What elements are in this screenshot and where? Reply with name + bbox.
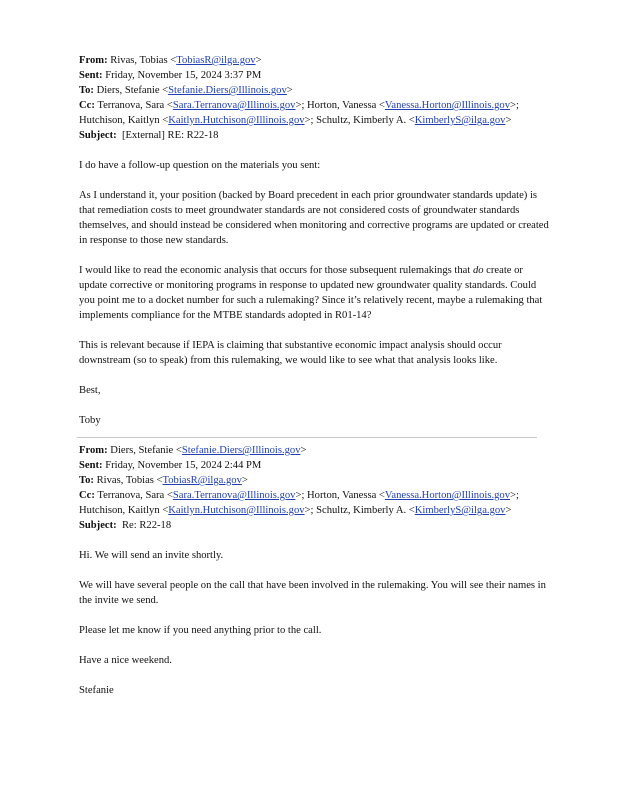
sent-label: Sent: <box>79 460 103 471</box>
from-line: From: Rivas, Tobias <TobiasR@ilga.gov> <box>79 55 262 66</box>
subject-label: Subject: <box>79 520 117 531</box>
from-line: From: Diers, Stefanie <Stefanie.Diers@Illinois.gov> <box>79 445 307 456</box>
cc-line: Cc: Terranova, Sara <Sara.Terranova@Illinois.gov>; Horton, Vanessa <Vanessa.Horton@Illinois.gov>; <box>79 490 519 501</box>
sent-date: Friday, November 15, 2024 3:37 PM <box>105 70 262 81</box>
cc-label: Cc: <box>79 100 95 111</box>
body-paragraph: Have a nice weekend. <box>79 655 172 666</box>
signature: Stefanie <box>79 685 114 696</box>
cc-email-link[interactable]: Vanessa.Horton@Illinois.gov <box>384 100 511 111</box>
from-label: From: <box>79 445 108 456</box>
cc-name: Hutchison, Kaitlyn < <box>79 115 169 126</box>
to-line: To: Rivas, Tobias <TobiasR@ilga.gov> <box>79 475 248 486</box>
cc-line: Cc: Terranova, Sara <Sara.Terranova@Illinois.gov>; Horton, Vanessa <Vanessa.Horton@Illinois.gov>; <box>79 100 519 111</box>
to-line: To: Diers, Stefanie <Stefanie.Diers@Illinois.gov> <box>79 85 293 96</box>
body-paragraph: This is relevant because if IEPA is claiming that substantive economic impact analysis should occur downstream (so to speak) from this rulemaking, we would like to see what that analysis looks like. <box>79 340 502 366</box>
cc-email-link[interactable]: Sara.Terranova@Illinois.gov <box>172 100 296 111</box>
cc-email-link[interactable]: KimberlyS@ilga.gov <box>414 115 506 126</box>
body-paragraph: I do have a follow-up question on the materials you sent: <box>79 160 321 171</box>
cc-line-continued: Hutchison, Kaitlyn <Kaitlyn.Hutchison@Illinois.gov>; Schultz, Kimberly A. <KimberlyS@ilga.gov> <box>79 115 512 126</box>
sent-line <box>79 458 549 473</box>
email-body-1 <box>79 158 549 428</box>
from-name: Diers, Stefanie < <box>110 445 182 456</box>
email-body-2 <box>79 548 549 698</box>
to-label: To: <box>79 475 94 486</box>
cc-name: >; Schultz, Kimberly A. < <box>304 115 415 126</box>
to-email-link[interactable]: Stefanie.Diers@Illinois.gov <box>168 85 287 96</box>
cc-email-link[interactable]: Kaitlyn.Hutchison@Illinois.gov <box>168 115 305 126</box>
from-name: Rivas, Tobias < <box>110 55 177 66</box>
email-header-1 <box>79 53 549 143</box>
body-paragraph: Please let me know if you need anything prior to the call. <box>79 625 322 636</box>
cc-email-link[interactable]: KimberlyS@ilga.gov <box>414 505 506 516</box>
from-email-link[interactable]: Stefanie.Diers@Illinois.gov <box>181 445 301 456</box>
cc-email-link[interactable]: Vanessa.Horton@Illinois.gov <box>384 490 511 501</box>
body-paragraph: Hi. We will send an invite shortly. <box>79 550 224 561</box>
cc-name: >; Horton, Vanessa < <box>295 490 385 501</box>
cc-name: Hutchison, Kaitlyn < <box>79 505 169 516</box>
subject-text: Re: R22-18 <box>121 520 172 531</box>
cc-name: Terranova, Sara < <box>97 100 173 111</box>
cc-name: >; Schultz, Kimberly A. < <box>304 505 415 516</box>
sent-line <box>79 68 549 83</box>
body-paragraph: We will have several people on the call that have been involved in the rulemaking. You will see their names in the invite we send. <box>79 580 546 606</box>
email-header-2 <box>79 443 549 533</box>
body-paragraph: I would like to read the economic analysis that occurs for those subsequent rulemakings that do create or update corrective or monitoring programs in response to updated new groundwater quality standards. Could you point me to a docket number for such a rulemaking? Since it’s relatively recent, maybe a rulemaking that implements compliance for the MTBE standards adopted in R01-14? <box>79 265 543 321</box>
subject-text: [External] RE: R22-18 <box>121 130 219 141</box>
from-label: From: <box>79 55 108 66</box>
subject-line <box>79 518 549 533</box>
message-divider <box>77 437 537 438</box>
to-name: Diers, Stefanie < <box>96 85 169 96</box>
cc-email-link[interactable]: Kaitlyn.Hutchison@Illinois.gov <box>168 505 305 516</box>
to-name: Rivas, Tobias < <box>96 475 163 486</box>
from-email-link[interactable]: TobiasR@ilga.gov <box>176 55 256 66</box>
cc-email-link[interactable]: Sara.Terranova@Illinois.gov <box>172 490 296 501</box>
to-email-link[interactable]: TobiasR@ilga.gov <box>162 475 242 486</box>
cc-label: Cc: <box>79 490 95 501</box>
cc-name: Terranova, Sara < <box>97 490 173 501</box>
signature: Toby <box>79 415 101 426</box>
sent-label: Sent: <box>79 70 103 81</box>
to-label: To: <box>79 85 94 96</box>
subject-line <box>79 128 549 143</box>
sent-date: Friday, November 15, 2024 2:44 PM <box>105 460 262 471</box>
email-document <box>79 53 549 698</box>
subject-label: Subject: <box>79 130 117 141</box>
cc-line-continued: Hutchison, Kaitlyn <Kaitlyn.Hutchison@Illinois.gov>; Schultz, Kimberly A. <KimberlyS@ilga.gov> <box>79 505 512 516</box>
cc-name: >; Horton, Vanessa < <box>295 100 385 111</box>
closing: Best, <box>79 385 101 396</box>
body-paragraph: As I understand it, your position (backed by Board precedent in each prior groundwater standards update) is that remediation costs to meet groundwater standards are not considered costs of groundwater standards themselves, and should instead be considered when monitoring and corrective programs are updated or created in response to those new standards. <box>79 190 549 246</box>
